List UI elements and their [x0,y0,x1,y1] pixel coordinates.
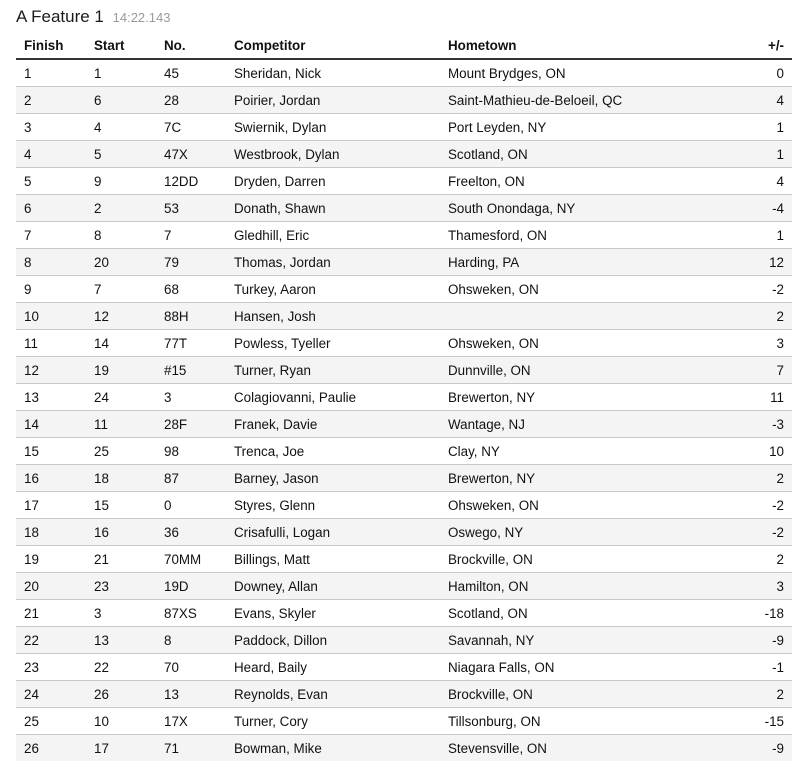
finish-cell: 23 [16,654,86,681]
col-header-hometown: Hometown [440,32,722,59]
number-cell: 13 [156,681,226,708]
plus-minus-cell: 10 [722,438,792,465]
table-row [16,168,792,195]
table-row [16,681,792,708]
start-cell: 11 [86,411,156,438]
table-row [16,438,792,465]
plus-minus-cell: 0 [722,59,792,87]
finish-cell: 1 [16,59,86,87]
plus-minus-cell: -2 [722,276,792,303]
competitor-cell: Colagiovanni, Paulie [226,384,440,411]
start-cell: 20 [86,249,156,276]
finish-cell: 21 [16,600,86,627]
competitor-cell: Sheridan, Nick [226,59,440,87]
number-cell: #15 [156,357,226,384]
finish-cell: 9 [16,276,86,303]
table-row [16,87,792,114]
col-header-plus-minus: +/- [722,32,792,59]
page-title [16,7,170,27]
number-cell: 7C [156,114,226,141]
table-row [16,492,792,519]
number-cell: 12DD [156,168,226,195]
table-row [16,357,792,384]
hometown-cell: Stevensville, ON [440,735,722,761]
hometown-cell: Oswego, NY [440,519,722,546]
table-row [16,654,792,681]
finish-cell: 6 [16,195,86,222]
number-cell: 79 [156,249,226,276]
plus-minus-cell: 7 [722,357,792,384]
finish-cell: 16 [16,465,86,492]
competitor-cell: Thomas, Jordan [226,249,440,276]
finish-cell: 26 [16,735,86,761]
competitor-cell: Westbrook, Dylan [226,141,440,168]
number-cell: 36 [156,519,226,546]
table-row [16,59,792,87]
plus-minus-cell: 11 [722,384,792,411]
start-cell: 24 [86,384,156,411]
number-cell: 53 [156,195,226,222]
plus-minus-cell: 2 [722,681,792,708]
start-cell: 5 [86,141,156,168]
race-name: A Feature 1 [16,7,104,26]
start-cell: 17 [86,735,156,761]
competitor-cell: Hansen, Josh [226,303,440,330]
col-header-competitor: Competitor [226,32,440,59]
number-cell: 7 [156,222,226,249]
finish-cell: 17 [16,492,86,519]
table-row [16,114,792,141]
table-row [16,411,792,438]
results-table [16,32,792,761]
plus-minus-cell: -4 [722,195,792,222]
finish-cell: 4 [16,141,86,168]
start-cell: 15 [86,492,156,519]
number-cell: 8 [156,627,226,654]
hometown-cell: Saint-Mathieu-de-Beloeil, QC [440,87,722,114]
number-cell: 98 [156,438,226,465]
competitor-cell: Franek, Davie [226,411,440,438]
plus-minus-cell: 4 [722,87,792,114]
finish-cell: 8 [16,249,86,276]
hometown-cell: Mount Brydges, ON [440,59,722,87]
plus-minus-cell: -1 [722,654,792,681]
start-cell: 12 [86,303,156,330]
finish-cell: 19 [16,546,86,573]
plus-minus-cell: 3 [722,573,792,600]
start-cell: 7 [86,276,156,303]
number-cell: 70MM [156,546,226,573]
start-cell: 14 [86,330,156,357]
number-cell: 28 [156,87,226,114]
table-row [16,249,792,276]
finish-cell: 18 [16,519,86,546]
start-cell: 13 [86,627,156,654]
table-row [16,330,792,357]
start-cell: 25 [86,438,156,465]
plus-minus-cell: 1 [722,114,792,141]
hometown-cell: Brewerton, NY [440,384,722,411]
table-row [16,141,792,168]
table-row [16,573,792,600]
start-cell: 10 [86,708,156,735]
hometown-cell: Savannah, NY [440,627,722,654]
competitor-cell: Paddock, Dillon [226,627,440,654]
competitor-cell: Poirier, Jordan [226,87,440,114]
plus-minus-cell: -2 [722,519,792,546]
number-cell: 87XS [156,600,226,627]
hometown-cell: Thamesford, ON [440,222,722,249]
hometown-cell: Brewerton, NY [440,465,722,492]
table-row [16,384,792,411]
number-cell: 70 [156,654,226,681]
table-row [16,303,792,330]
table-row [16,708,792,735]
finish-cell: 2 [16,87,86,114]
table-row [16,600,792,627]
start-cell: 23 [86,573,156,600]
table-row [16,276,792,303]
number-cell: 87 [156,465,226,492]
hometown-cell: Ohsweken, ON [440,276,722,303]
competitor-cell: Turner, Cory [226,708,440,735]
finish-cell: 7 [16,222,86,249]
competitor-cell: Turner, Ryan [226,357,440,384]
start-cell: 2 [86,195,156,222]
table-row [16,465,792,492]
competitor-cell: Bowman, Mike [226,735,440,761]
number-cell: 88H [156,303,226,330]
finish-cell: 14 [16,411,86,438]
header-row [16,32,792,59]
start-cell: 22 [86,654,156,681]
start-cell: 16 [86,519,156,546]
finish-cell: 22 [16,627,86,654]
number-cell: 68 [156,276,226,303]
start-cell: 1 [86,59,156,87]
hometown-cell: Brockville, ON [440,546,722,573]
plus-minus-cell: 1 [722,222,792,249]
plus-minus-cell: -15 [722,708,792,735]
number-cell: 3 [156,384,226,411]
table-row [16,546,792,573]
finish-cell: 3 [16,114,86,141]
hometown-cell: Ohsweken, ON [440,330,722,357]
table-row [16,735,792,761]
finish-cell: 13 [16,384,86,411]
competitor-cell: Dryden, Darren [226,168,440,195]
competitor-cell: Crisafulli, Logan [226,519,440,546]
col-header-finish: Finish [16,32,86,59]
finish-cell: 15 [16,438,86,465]
number-cell: 77T [156,330,226,357]
results-body [16,59,792,761]
start-cell: 6 [86,87,156,114]
hometown-cell: Freelton, ON [440,168,722,195]
start-cell: 4 [86,114,156,141]
start-cell: 8 [86,222,156,249]
number-cell: 28F [156,411,226,438]
number-cell: 19D [156,573,226,600]
number-cell: 17X [156,708,226,735]
finish-cell: 12 [16,357,86,384]
competitor-cell: Swiernik, Dylan [226,114,440,141]
competitor-cell: Evans, Skyler [226,600,440,627]
race-time: 14:22.143 [113,10,171,25]
finish-cell: 11 [16,330,86,357]
start-cell: 9 [86,168,156,195]
hometown-cell: Tillsonburg, ON [440,708,722,735]
plus-minus-cell: 2 [722,546,792,573]
plus-minus-cell: -18 [722,600,792,627]
start-cell: 18 [86,465,156,492]
table-row [16,627,792,654]
plus-minus-cell: 3 [722,330,792,357]
table-row [16,519,792,546]
competitor-cell: Trenca, Joe [226,438,440,465]
col-header-number: No. [156,32,226,59]
competitor-cell: Downey, Allan [226,573,440,600]
competitor-cell: Reynolds, Evan [226,681,440,708]
competitor-cell: Heard, Baily [226,654,440,681]
table-row [16,195,792,222]
competitor-cell: Barney, Jason [226,465,440,492]
hometown-cell: Port Leyden, NY [440,114,722,141]
hometown-cell: Scotland, ON [440,141,722,168]
hometown-cell: Niagara Falls, ON [440,654,722,681]
competitor-cell: Billings, Matt [226,546,440,573]
competitor-cell: Turkey, Aaron [226,276,440,303]
number-cell: 45 [156,59,226,87]
start-cell: 21 [86,546,156,573]
hometown-cell: Wantage, NJ [440,411,722,438]
plus-minus-cell: 2 [722,465,792,492]
finish-cell: 20 [16,573,86,600]
hometown-cell: South Onondaga, NY [440,195,722,222]
hometown-cell: Scotland, ON [440,600,722,627]
number-cell: 47X [156,141,226,168]
finish-cell: 5 [16,168,86,195]
hometown-cell: Brockville, ON [440,681,722,708]
plus-minus-cell: -2 [722,492,792,519]
finish-cell: 24 [16,681,86,708]
finish-cell: 10 [16,303,86,330]
hometown-cell: Clay, NY [440,438,722,465]
plus-minus-cell: 2 [722,303,792,330]
hometown-cell: Hamilton, ON [440,573,722,600]
number-cell: 71 [156,735,226,761]
hometown-cell: Ohsweken, ON [440,492,722,519]
hometown-cell: Harding, PA [440,249,722,276]
start-cell: 3 [86,600,156,627]
plus-minus-cell: -9 [722,735,792,761]
table-row [16,222,792,249]
plus-minus-cell: -9 [722,627,792,654]
number-cell: 0 [156,492,226,519]
competitor-cell: Donath, Shawn [226,195,440,222]
plus-minus-cell: 1 [722,141,792,168]
competitor-cell: Gledhill, Eric [226,222,440,249]
start-cell: 19 [86,357,156,384]
plus-minus-cell: 4 [722,168,792,195]
plus-minus-cell: -3 [722,411,792,438]
hometown-cell [440,303,722,330]
finish-cell: 25 [16,708,86,735]
competitor-cell: Powless, Tyeller [226,330,440,357]
col-header-start: Start [86,32,156,59]
start-cell: 26 [86,681,156,708]
hometown-cell: Dunnville, ON [440,357,722,384]
competitor-cell: Styres, Glenn [226,492,440,519]
plus-minus-cell: 12 [722,249,792,276]
